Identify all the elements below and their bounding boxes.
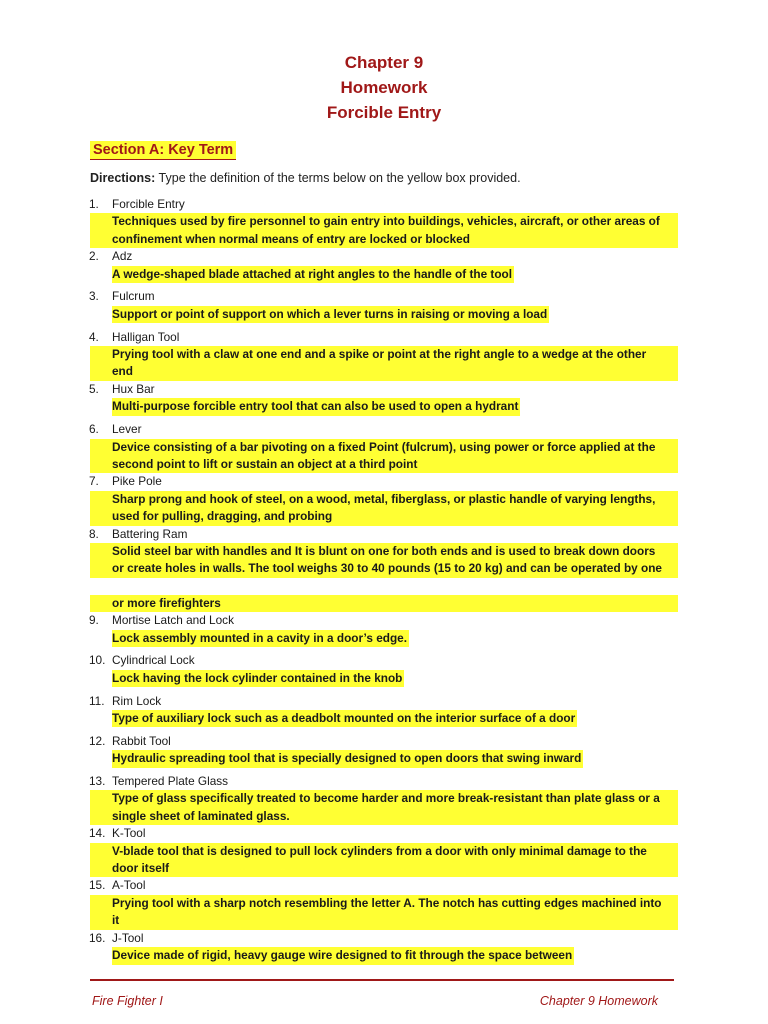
definition-row — [0, 947, 768, 970]
definition-line[interactable]: Prying tool with a claw at one end and a spike or point at the right angle to a wedge at the other — [90, 346, 678, 363]
term-row — [0, 381, 768, 398]
definition-line[interactable]: single sheet of laminated glass. — [90, 808, 678, 825]
definition-line[interactable]: used for pulling, dragging, and probing — [90, 508, 678, 525]
list-item — [0, 825, 768, 877]
list-item — [0, 693, 768, 733]
term-label: Pike Pole — [112, 474, 162, 489]
title-homework: Homework — [340, 78, 428, 97]
term-label: Mortise Latch and Lock — [112, 613, 234, 628]
definition-row — [0, 508, 768, 525]
list-item — [0, 381, 768, 421]
term-label: Halligan Tool — [112, 329, 180, 344]
term-row — [0, 652, 768, 669]
document-title — [0, 50, 768, 125]
term-label: J-Tool — [112, 930, 144, 945]
directions — [90, 171, 521, 185]
definition-line[interactable]: Support or point of support on which a lever turns in raising or moving a load — [112, 306, 549, 323]
definition-row — [0, 860, 768, 877]
term-number: 15. — [89, 878, 106, 893]
term-row — [0, 877, 768, 894]
term-row — [0, 526, 768, 543]
definition-row — [0, 808, 768, 825]
definition-row — [0, 710, 768, 733]
list-item — [0, 526, 768, 613]
definition-row — [0, 912, 768, 929]
definition-row — [0, 306, 768, 329]
definition-line[interactable]: Techniques used by fire personnel to gain entry into buildings, vehicles, aircraft, or other areas of — [90, 213, 678, 230]
term-row — [0, 473, 768, 490]
term-label: Adz — [112, 249, 133, 264]
section-heading: Section A: Key Term — [90, 141, 236, 160]
term-label: Fulcrum — [112, 289, 155, 304]
term-row — [0, 329, 768, 346]
definition-row — [0, 560, 768, 577]
term-row — [0, 733, 768, 750]
definition-line[interactable]: A wedge-shaped blade attached at right angles to the handle of the tool — [112, 266, 514, 283]
list-item — [0, 329, 768, 381]
list-item — [0, 288, 768, 328]
definition-line[interactable]: Prying tool with a sharp notch resembling the letter A. The notch has cutting edges machined into — [90, 895, 678, 912]
definition-row — [0, 543, 768, 560]
definition-row — [0, 346, 768, 363]
definition-row — [0, 213, 768, 230]
definition-row — [0, 895, 768, 912]
term-number: 1. — [89, 197, 99, 211]
definition-row — [0, 363, 768, 380]
term-number: 3. — [89, 289, 99, 304]
directions-label: Directions: — [90, 171, 156, 185]
term-number: 8. — [89, 526, 99, 541]
footer-divider — [90, 979, 674, 981]
term-label: K-Tool — [112, 826, 146, 841]
list-item — [0, 612, 768, 652]
definition-line[interactable]: end — [90, 363, 678, 380]
list-item — [0, 652, 768, 692]
list-item — [0, 248, 768, 288]
definition-row — [0, 843, 768, 860]
term-label: Tempered Plate Glass — [112, 774, 229, 789]
title-topic: Forcible Entry — [326, 103, 442, 122]
term-row — [0, 421, 768, 438]
definition-row — [0, 231, 768, 248]
term-row — [0, 248, 768, 265]
term-number: 11. — [89, 693, 105, 708]
definition-line[interactable]: door itself — [90, 860, 678, 877]
term-label: Rim Lock — [112, 693, 162, 708]
term-number: 2. — [89, 249, 99, 264]
definition-row — [0, 266, 768, 289]
blank-line — [0, 578, 768, 595]
term-label: Hux Bar — [112, 381, 155, 396]
list-item — [0, 196, 768, 248]
term-number: 14. — [89, 826, 106, 841]
list-item — [0, 421, 768, 473]
definition-row — [0, 670, 768, 693]
key-term-list — [0, 196, 768, 970]
definition-row — [0, 595, 768, 612]
term-number: 10. — [89, 653, 106, 668]
list-item — [0, 473, 768, 525]
definition-line[interactable]: Device made of rigid, heavy gauge wire designed to fit through the space between — [112, 947, 574, 964]
term-number: 16. — [89, 930, 106, 945]
term-number: 4. — [89, 329, 99, 344]
definition-line[interactable]: Lock assembly mounted in a cavity in a door’s edge. — [112, 630, 409, 647]
term-number: 9. — [89, 613, 99, 628]
term-row — [0, 773, 768, 790]
list-item — [0, 733, 768, 773]
term-number: 7. — [89, 474, 99, 489]
definition-line[interactable]: Type of glass specifically treated to become harder and more break-resistant than plate glass or a — [90, 790, 678, 807]
definition-line[interactable]: or create holes in walls. The tool weighs 30 to 40 pounds (15 to 20 kg) and can be operated by one — [90, 560, 678, 577]
footer-chapter: Chapter 9 Homework — [539, 994, 658, 1008]
definition-line[interactable]: Lock having the lock cylinder contained in the knob — [112, 670, 404, 687]
title-chapter: Chapter 9 — [344, 53, 424, 72]
definition-line[interactable]: Multi-purpose forcible entry tool that can also be used to open a hydrant — [112, 398, 520, 415]
definition-row — [0, 398, 768, 421]
term-label: Rabbit Tool — [112, 733, 171, 748]
definition-line[interactable]: Solid steel bar with handles and It is blunt on one for both ends and is used to break down doors — [90, 543, 678, 560]
list-item — [0, 773, 768, 825]
term-number: 5. — [89, 381, 99, 396]
definition-line[interactable]: second point to lift or sustain an object at a third point — [90, 456, 678, 473]
term-row — [0, 196, 768, 213]
term-row — [0, 288, 768, 305]
term-number: 6. — [89, 422, 99, 437]
definition-line[interactable]: Sharp prong and hook of steel, on a wood, metal, fiberglass, or plastic handle of varying lengths, — [90, 491, 678, 508]
definition-row — [0, 750, 768, 773]
term-number: 13. — [89, 774, 106, 789]
term-row — [0, 930, 768, 947]
footer-course: Fire Fighter I — [92, 994, 163, 1008]
definition-row — [0, 790, 768, 807]
term-label: Lever — [112, 422, 142, 437]
term-label: A-Tool — [112, 878, 146, 893]
definition-line[interactable]: it — [90, 912, 678, 929]
term-label: Battering Ram — [112, 526, 188, 541]
list-item — [0, 877, 768, 929]
term-label: Cylindrical Lock — [112, 653, 195, 668]
term-number: 12. — [89, 733, 106, 748]
term-label: Forcible Entry — [112, 197, 185, 211]
list-item — [0, 930, 768, 970]
term-row — [0, 693, 768, 710]
definition-row — [0, 630, 768, 653]
definition-row — [0, 491, 768, 508]
definition-line[interactable]: Type of auxiliary lock such as a deadbolt mounted on the interior surface of a door — [112, 710, 577, 727]
definition-row — [0, 439, 768, 456]
directions-text: Type the definition of the terms below on the yellow box provided. — [155, 171, 521, 185]
definition-line[interactable]: V-blade tool that is designed to pull lock cylinders from a door with only minimal damage to the — [90, 843, 678, 860]
definition-line[interactable]: or more firefighters — [90, 595, 678, 612]
definition-row — [0, 456, 768, 473]
term-row — [0, 825, 768, 842]
term-row — [0, 612, 768, 629]
definition-line[interactable]: Device consisting of a bar pivoting on a fixed Point (fulcrum), using power or force applied at the — [90, 439, 678, 456]
definition-line[interactable]: confinement when normal means of entry are locked or blocked — [90, 231, 678, 248]
definition-line[interactable]: Hydraulic spreading tool that is specially designed to open doors that swing inward — [112, 750, 583, 767]
